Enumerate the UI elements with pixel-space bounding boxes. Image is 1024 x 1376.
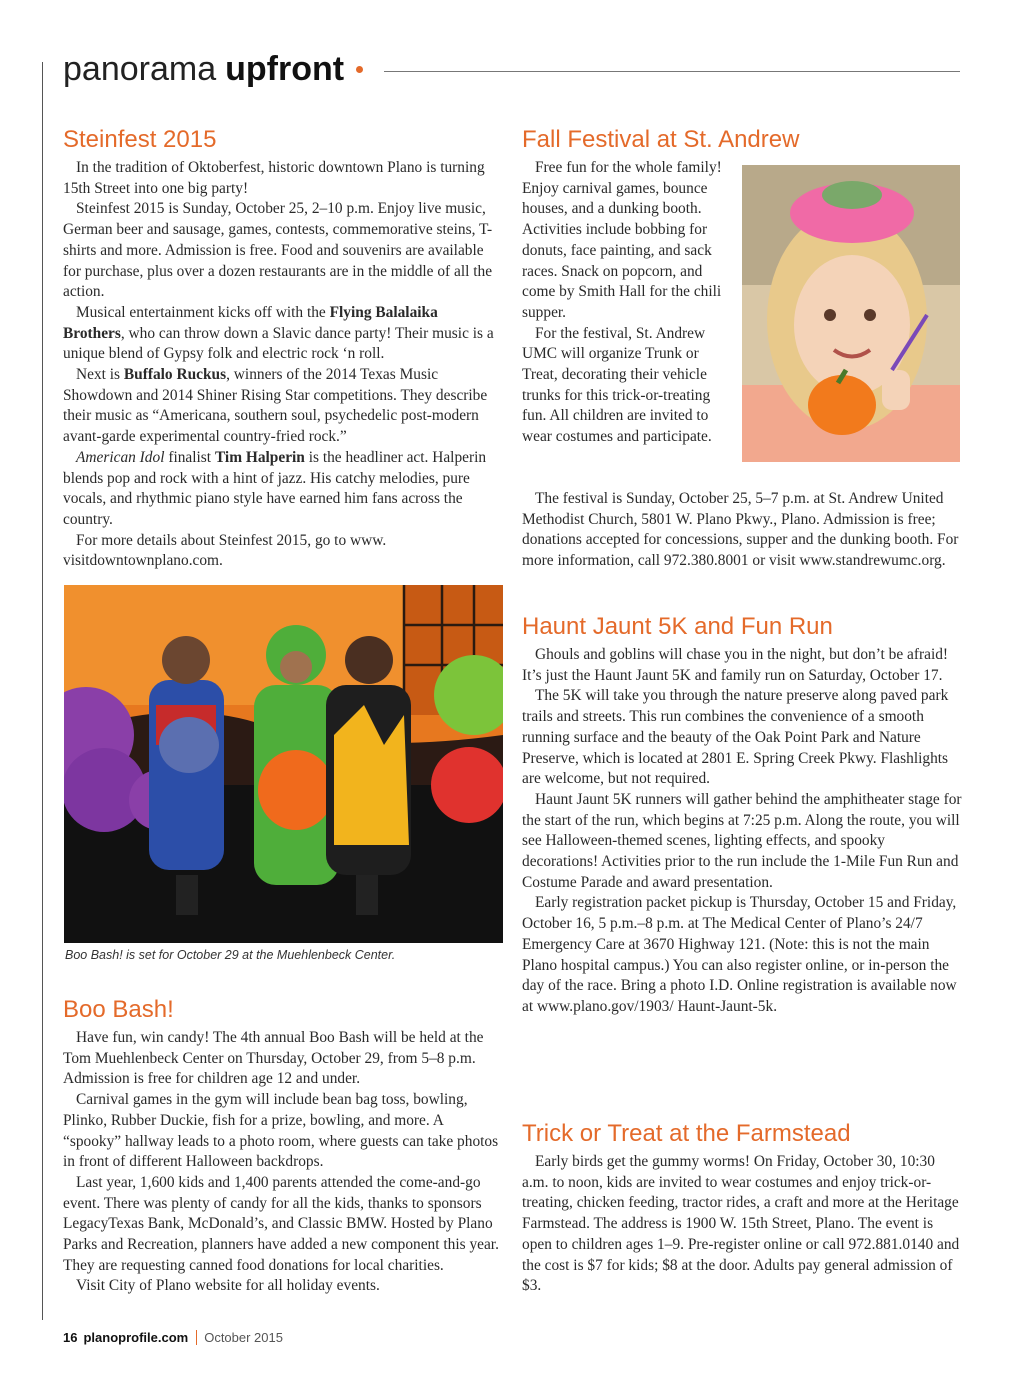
footer-issue-date: October 2015 <box>204 1329 283 1345</box>
haunt-jaunt-paragraph: Haunt Jaunt 5K runners will gather behind the amphitheater stage for the start of the run, which begins at 7:25 p.m. Along the route, you will see Halloween-themed scenes, lighting effects, and spooky decorations! Activities prior to the run include the 1-Mile Fun Run and Costume Parade and award presentation. <box>522 790 962 891</box>
boo-bash-paragraph: Carnival games in the gym will include bean bag toss, bowling, Plinko, Rubber Duckie, fish for a prize, bowling, and more. A “spooky” hallway leads to a photo room, where guests can take photos in front of different Halloween backdrops. <box>63 1091 499 1171</box>
masthead-rule <box>384 71 960 72</box>
page-footer <box>63 1328 283 1346</box>
footer-separator <box>196 1330 197 1345</box>
haunt-jaunt-article <box>522 645 962 1018</box>
farmstead-heading: Trick or Treat at the Farmstead <box>522 1120 851 1147</box>
footer-site-link[interactable]: planoprofile.com <box>83 1329 189 1345</box>
steinfest-paragraph: Musical entertainment kicks off with the Flying Balalaika Brothers, who can throw down a Slavic dance party! Their music is a unique blend of Gypsy folk and electric rock ‘n roll. <box>63 303 494 363</box>
fall-festival-paragraph: For the festival, St. Andrew UMC will organize Trunk or Treat, decorating their vehicle trunks for this trick-or-treating fun. All children are invited to wear costumes and participate. <box>522 324 712 446</box>
fall-festival-paragraph: Free fun for the whole family! Enjoy carnival games, bounce houses, and a dunking booth. Activities include bobbing for donuts, face painting, and sack races. Snack on popcorn, and come by Smith Hall for the chili supper. <box>522 159 722 321</box>
fall-festival-paragraph: The festival is Sunday, October 25, 5–7 p.m. at St. Andrew United Methodist Church, 5801 W. Plano Pkwy., Plano. Admission is free; donations accepted for concessions, supper and the dunking booth. For more information, call 972.380.8001 or visit www.standrewumc.org. <box>522 490 959 570</box>
fall-festival-photo <box>742 165 960 462</box>
haunt-jaunt-paragraph: The 5K will take you through the nature preserve along paved park trails and streets. This run combines the convenience of a smooth running surface and the beauty of the Oak Point Park and Nature Preserve, which is located at 2801 E. Spring Creek Pkwy. Flashlights are welcome, but not required. <box>522 687 949 788</box>
steinfest-heading: Steinfest 2015 <box>63 126 217 153</box>
boo-bash-heading: Boo Bash! <box>63 996 174 1023</box>
steinfest-article <box>63 158 499 572</box>
artist-name: Tim Halperin <box>214 448 305 466</box>
band-name: Buffalo Ruckus <box>123 366 227 384</box>
haunt-jaunt-heading: Haunt Jaunt 5K and Fun Run <box>522 613 833 640</box>
masthead-upfront: upfront <box>225 49 345 88</box>
steinfest-paragraph: In the tradition of Oktoberfest, historic downtown Plano is turning 15th Street into one big party! <box>63 159 485 197</box>
boo-bash-article <box>63 1028 499 1297</box>
boo-bash-paragraph: Visit City of Plano website for all holiday events. <box>76 1277 380 1295</box>
left-margin-rule <box>42 62 43 1320</box>
haunt-jaunt-paragraph: Ghouls and goblins will chase you in the night, but don’t be afraid! It’s just the Haunt Jaunt 5K and family run on Saturday, October 17. <box>522 646 949 684</box>
haunt-jaunt-paragraph: Early registration packet pickup is Thursday, October 15 and Friday, October 16, 5 p.m.–8 p.m. at The Medical Center of Plano’s 24/7 Emergency Care at 3670 Highway 121. (Note: this is not the main Plano hospital campus.) You can also register online, or in-person the day of the race. Bring a photo I.D. Online registration is available now at www.plano.gov/1903/ Haunt-Jaunt-5k. <box>522 894 957 1015</box>
band-name: Flying Balalaika Brothers <box>63 303 438 342</box>
section-masthead <box>63 46 363 92</box>
masthead-panorama: panorama <box>63 49 217 88</box>
steinfest-paragraph: For more details about Steinfest 2015, go to www. visitdowntownplano.com. <box>63 531 387 570</box>
boo-bash-photo-caption: Boo Bash! is set for October 29 at the Muehlenbeck Center. <box>65 948 396 962</box>
farmstead-paragraph: Early birds get the gummy worms! On Friday, October 30, 10:30 a.m. to noon, kids are invited to wear costumes and enjoy trick-or-treating, chicken feeding, tractor rides, a craft and more at the Heritage Farmstead. The address is 1900 W. 15th Street, Plano. The event is open to children ages 1–9. Pre-register online or call 972.881.0140 and the cost is $7 for kids; $8 at the door. Adults pay general admission of $3. <box>522 1153 960 1295</box>
steinfest-paragraph: American Idol finalist Tim Halperin is the headliner act. Halperin blends pop and rock with a hint of jazz. His catchy melodies, pure vocals, and rhythmic piano style have earned him fans across the country. <box>63 448 487 528</box>
boo-bash-paragraph: Last year, 1,600 kids and 1,400 parents attended the come-and-go event. There was plenty of candy for all the kids, thanks to sponsors LegacyTexas Bank, McDonald’s, and Classic BMW. Hosted by Plano Parks and Recreation, planners have added a new component this year. They are requesting canned food donations for local charities. <box>63 1173 499 1274</box>
boo-bash-photo <box>64 585 503 943</box>
fall-festival-heading: Fall Festival at St. Andrew <box>522 126 800 153</box>
boo-bash-paragraph: Have fun, win candy! The 4th annual Boo Bash will be held at the Tom Muehlenbeck Center on Thursday, October 29, from 5–8 p.m. Admission is free for children age 12 and under. <box>63 1029 484 1088</box>
page-number: 16 <box>63 1329 78 1345</box>
steinfest-paragraph: Steinfest 2015 is Sunday, October 25, 2–10 p.m. Enjoy live music, German beer and sausage, games, contests, commemorative steins, T-shirts and more. Admission is free. Food and souvenirs are available for purchase, plus over a dozen restaurants are in the middle of all the action. <box>63 200 493 301</box>
fall-festival-article-wrap <box>522 158 736 448</box>
farmstead-article <box>522 1152 962 1297</box>
steinfest-paragraph: Next is Buffalo Ruckus, winners of the 2014 Texas Music Showdown and 2014 Shiner Rising Star competitions. They describe their music as “Americana, southern soul, psychedelic post-modern avant-garde experimental country-fried rock.” <box>63 366 488 446</box>
fall-festival-article <box>522 489 962 572</box>
masthead-dot-icon <box>356 66 363 73</box>
